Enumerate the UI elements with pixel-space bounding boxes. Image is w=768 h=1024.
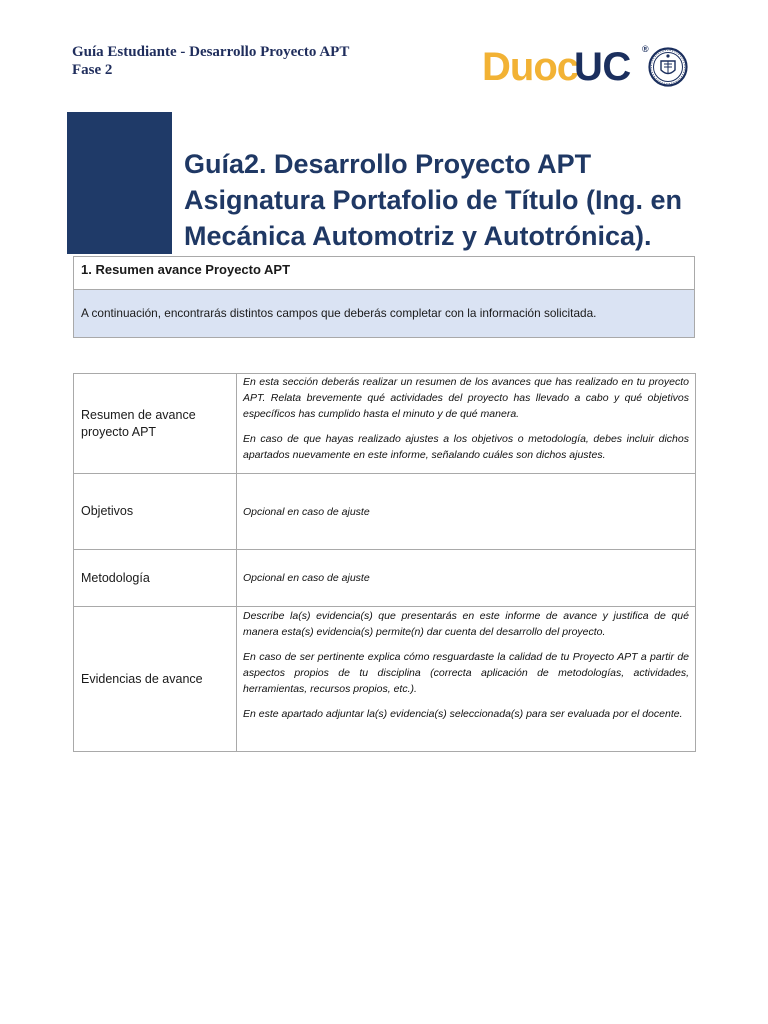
university-seal-icon <box>648 46 688 88</box>
table-row-label <box>74 374 237 474</box>
label-resumen: Resumen de avance proyecto APT <box>81 407 196 439</box>
title-line-1: Guía2. Desarrollo Proyecto APT <box>184 149 592 179</box>
label-evidencias: Evidencias de avance <box>81 671 203 686</box>
logo-word-uc: UC <box>574 45 631 89</box>
title-accent-band <box>67 112 172 254</box>
registered-mark: ® <box>642 44 649 54</box>
header-phase: Fase 2 <box>72 62 113 78</box>
title-line-3: Mecánica Automotriz y Autotrónica). <box>184 221 652 251</box>
description-paragraph: En caso de que hayas realizado ajustes a los objetivos o metodología, debes incluir dichos apartados nuevamente en este informe, señalando cuáles son dichos ajustes. <box>243 433 689 461</box>
section-heading: 1. Resumen avance Proyecto APT <box>81 262 291 277</box>
section-intro: A continuación, encontrarás distintos campos que deberás completar con la información solicitada. <box>74 289 694 337</box>
table-row-label <box>74 550 237 607</box>
header-title: Guía Estudiante - Desarrollo Proyecto APT <box>72 44 350 60</box>
label-objetivos: Objetivos <box>81 504 134 518</box>
description-paragraph: Describe la(s) evidencia(s) que presentarás en este informe de avance y justifica de qué manera esta(s) evidencia(s) permite(n) dar cuenta del desarrollo del proyecto. <box>243 610 689 638</box>
title-line-2: Asignatura Portafolio de Título (Ing. en <box>184 185 682 215</box>
table-row-description <box>237 374 696 474</box>
document-header <box>72 43 349 79</box>
page-title <box>184 146 704 254</box>
duoc-uc-logo <box>482 44 692 90</box>
description-paragraph: En caso de ser pertinente explica cómo resguardaste la calidad de tu Proyecto APT a partir de aspectos propios de tu disciplina (correcta aplicación de metodologías, actividades, herramientas, recursos propios, etc.). <box>243 651 689 695</box>
table-row-label <box>74 607 237 752</box>
table-row-label <box>74 474 237 550</box>
table-row-description <box>237 474 696 550</box>
description-paragraph: Opcional en caso de ajuste <box>243 572 370 584</box>
description-paragraph: Opcional en caso de ajuste <box>243 505 370 518</box>
progress-table <box>73 373 696 752</box>
section-summary-box <box>73 256 695 338</box>
logo-word-duoc: Duoc <box>482 45 578 89</box>
description-paragraph: En esta sección deberás realizar un resumen de los avances que has realizado en tu proyecto APT. Relata brevemente qué actividades del proyecto has llevado a cabo y qué objetivos específicos has cumplido hasta el minuto y de qué manera. <box>243 376 689 420</box>
label-metodologia: Metodología <box>81 570 150 585</box>
table-row-description <box>237 550 696 607</box>
table-row-description <box>237 607 696 752</box>
description-paragraph: En este apartado adjuntar la(s) evidencia(s) seleccionada(s) para ser evaluada por el docente. <box>243 708 683 720</box>
